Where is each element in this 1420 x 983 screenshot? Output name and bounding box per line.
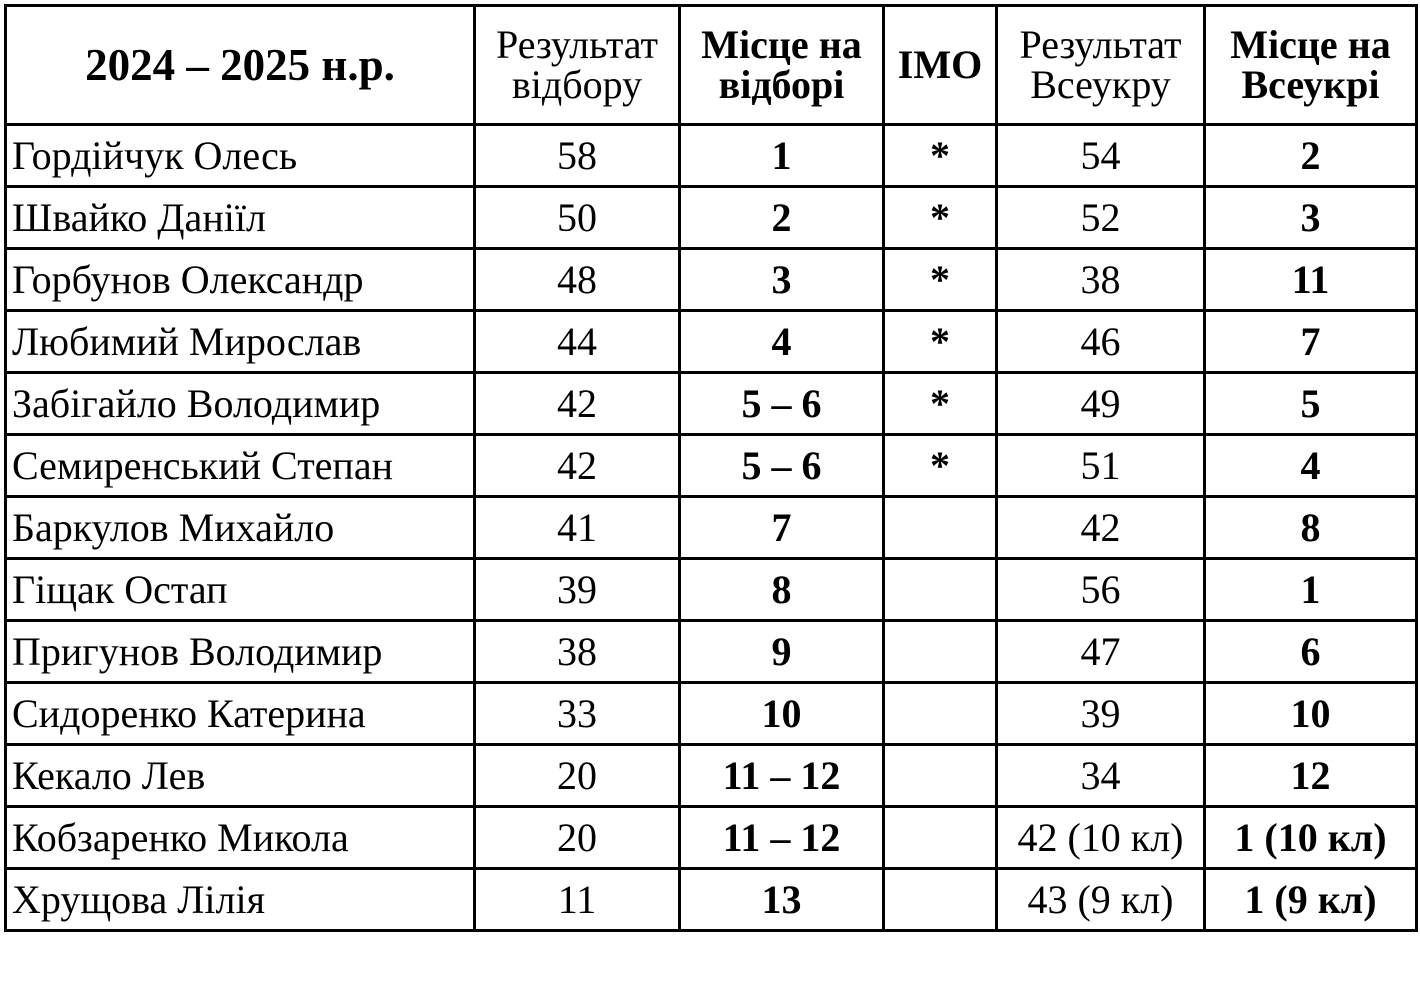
imo-mark-cell (884, 621, 997, 683)
national-place-cell: 10 (1205, 683, 1417, 745)
selection-result-cell: 33 (475, 683, 680, 745)
national-result-cell: 47 (997, 621, 1205, 683)
table-row (6, 683, 1417, 745)
table-row (6, 125, 1417, 187)
student-name-cell: Забігайло Володимир (6, 373, 475, 435)
imo-mark-cell (884, 745, 997, 807)
selection-result-cell: 50 (475, 187, 680, 249)
national-place-cell: 1 (9 кл) (1205, 869, 1417, 931)
imo-mark-cell: * (884, 187, 997, 249)
selection-place-cell: 5 – 6 (680, 435, 884, 497)
national-result-cell: 34 (997, 745, 1205, 807)
national-result-cell: 42 (997, 497, 1205, 559)
national-result-cell: 46 (997, 311, 1205, 373)
national-place-cell: 4 (1205, 435, 1417, 497)
national-place-cell: 2 (1205, 125, 1417, 187)
table-row (6, 497, 1417, 559)
student-name-cell: Швайко Даніїл (6, 187, 475, 249)
student-name-cell: Хрущова Лілія (6, 869, 475, 931)
selection-place-cell: 8 (680, 559, 884, 621)
national-result-cell: 38 (997, 249, 1205, 311)
selection-place-cell: 1 (680, 125, 884, 187)
imo-mark-cell: * (884, 311, 997, 373)
imo-mark-cell: * (884, 435, 997, 497)
national-place-cell: 5 (1205, 373, 1417, 435)
national-result-cell: 43 (9 кл) (997, 869, 1205, 931)
table-body (6, 125, 1417, 931)
national-result-cell: 51 (997, 435, 1205, 497)
selection-result-cell: 20 (475, 745, 680, 807)
table-row (6, 187, 1417, 249)
imo-mark-cell (884, 683, 997, 745)
national-result-cell: 54 (997, 125, 1205, 187)
selection-result-cell: 42 (475, 373, 680, 435)
selection-place-cell: 3 (680, 249, 884, 311)
selection-place-cell: 11 – 12 (680, 745, 884, 807)
national-place-cell: 11 (1205, 249, 1417, 311)
table-row (6, 373, 1417, 435)
header-selection-result: Результат відбору (475, 6, 680, 125)
selection-result-cell: 20 (475, 807, 680, 869)
selection-place-cell: 7 (680, 497, 884, 559)
table-row (6, 807, 1417, 869)
table-row (6, 249, 1417, 311)
student-name-cell: Гіщак Остап (6, 559, 475, 621)
national-place-cell: 8 (1205, 497, 1417, 559)
selection-result-cell: 44 (475, 311, 680, 373)
imo-mark-cell: * (884, 373, 997, 435)
national-place-cell: 1 (10 кл) (1205, 807, 1417, 869)
national-place-cell: 1 (1205, 559, 1417, 621)
student-name-cell: Кобзаренко Микола (6, 807, 475, 869)
national-place-cell: 7 (1205, 311, 1417, 373)
selection-place-cell: 13 (680, 869, 884, 931)
imo-mark-cell: * (884, 249, 997, 311)
student-name-cell: Семиренський Степан (6, 435, 475, 497)
header-imo: IMO (884, 6, 997, 125)
results-table (4, 4, 1418, 932)
header-school-year: 2024 – 2025 н.р. (6, 6, 475, 125)
table-row (6, 559, 1417, 621)
header-selection-place: Місце на відборі (680, 6, 884, 125)
table-row (6, 869, 1417, 931)
selection-result-cell: 42 (475, 435, 680, 497)
national-result-cell: 39 (997, 683, 1205, 745)
imo-mark-cell (884, 807, 997, 869)
national-result-cell: 42 (10 кл) (997, 807, 1205, 869)
national-place-cell: 12 (1205, 745, 1417, 807)
selection-place-cell: 4 (680, 311, 884, 373)
selection-result-cell: 39 (475, 559, 680, 621)
selection-place-cell: 5 – 6 (680, 373, 884, 435)
student-name-cell: Любимий Мирослав (6, 311, 475, 373)
student-name-cell: Гордійчук Олесь (6, 125, 475, 187)
selection-result-cell: 38 (475, 621, 680, 683)
imo-mark-cell: * (884, 125, 997, 187)
selection-place-cell: 9 (680, 621, 884, 683)
header-national-place: Місце на Всеукрі (1205, 6, 1417, 125)
student-name-cell: Баркулов Михайло (6, 497, 475, 559)
student-name-cell: Горбунов Олександр (6, 249, 475, 311)
national-result-cell: 52 (997, 187, 1205, 249)
national-place-cell: 3 (1205, 187, 1417, 249)
selection-place-cell: 2 (680, 187, 884, 249)
national-result-cell: 56 (997, 559, 1205, 621)
student-name-cell: Сидоренко Катерина (6, 683, 475, 745)
table-row (6, 621, 1417, 683)
selection-place-cell: 11 – 12 (680, 807, 884, 869)
header-national-result: Результат Всеукру (997, 6, 1205, 125)
table-row (6, 435, 1417, 497)
student-name-cell: Пригунов Володимир (6, 621, 475, 683)
selection-result-cell: 48 (475, 249, 680, 311)
table-row (6, 745, 1417, 807)
national-result-cell: 49 (997, 373, 1205, 435)
imo-mark-cell (884, 559, 997, 621)
national-place-cell: 6 (1205, 621, 1417, 683)
selection-result-cell: 41 (475, 497, 680, 559)
student-name-cell: Кекало Лев (6, 745, 475, 807)
imo-mark-cell (884, 497, 997, 559)
selection-result-cell: 11 (475, 869, 680, 931)
selection-result-cell: 58 (475, 125, 680, 187)
imo-mark-cell (884, 869, 997, 931)
selection-place-cell: 10 (680, 683, 884, 745)
table-row (6, 311, 1417, 373)
header-row (6, 6, 1417, 125)
